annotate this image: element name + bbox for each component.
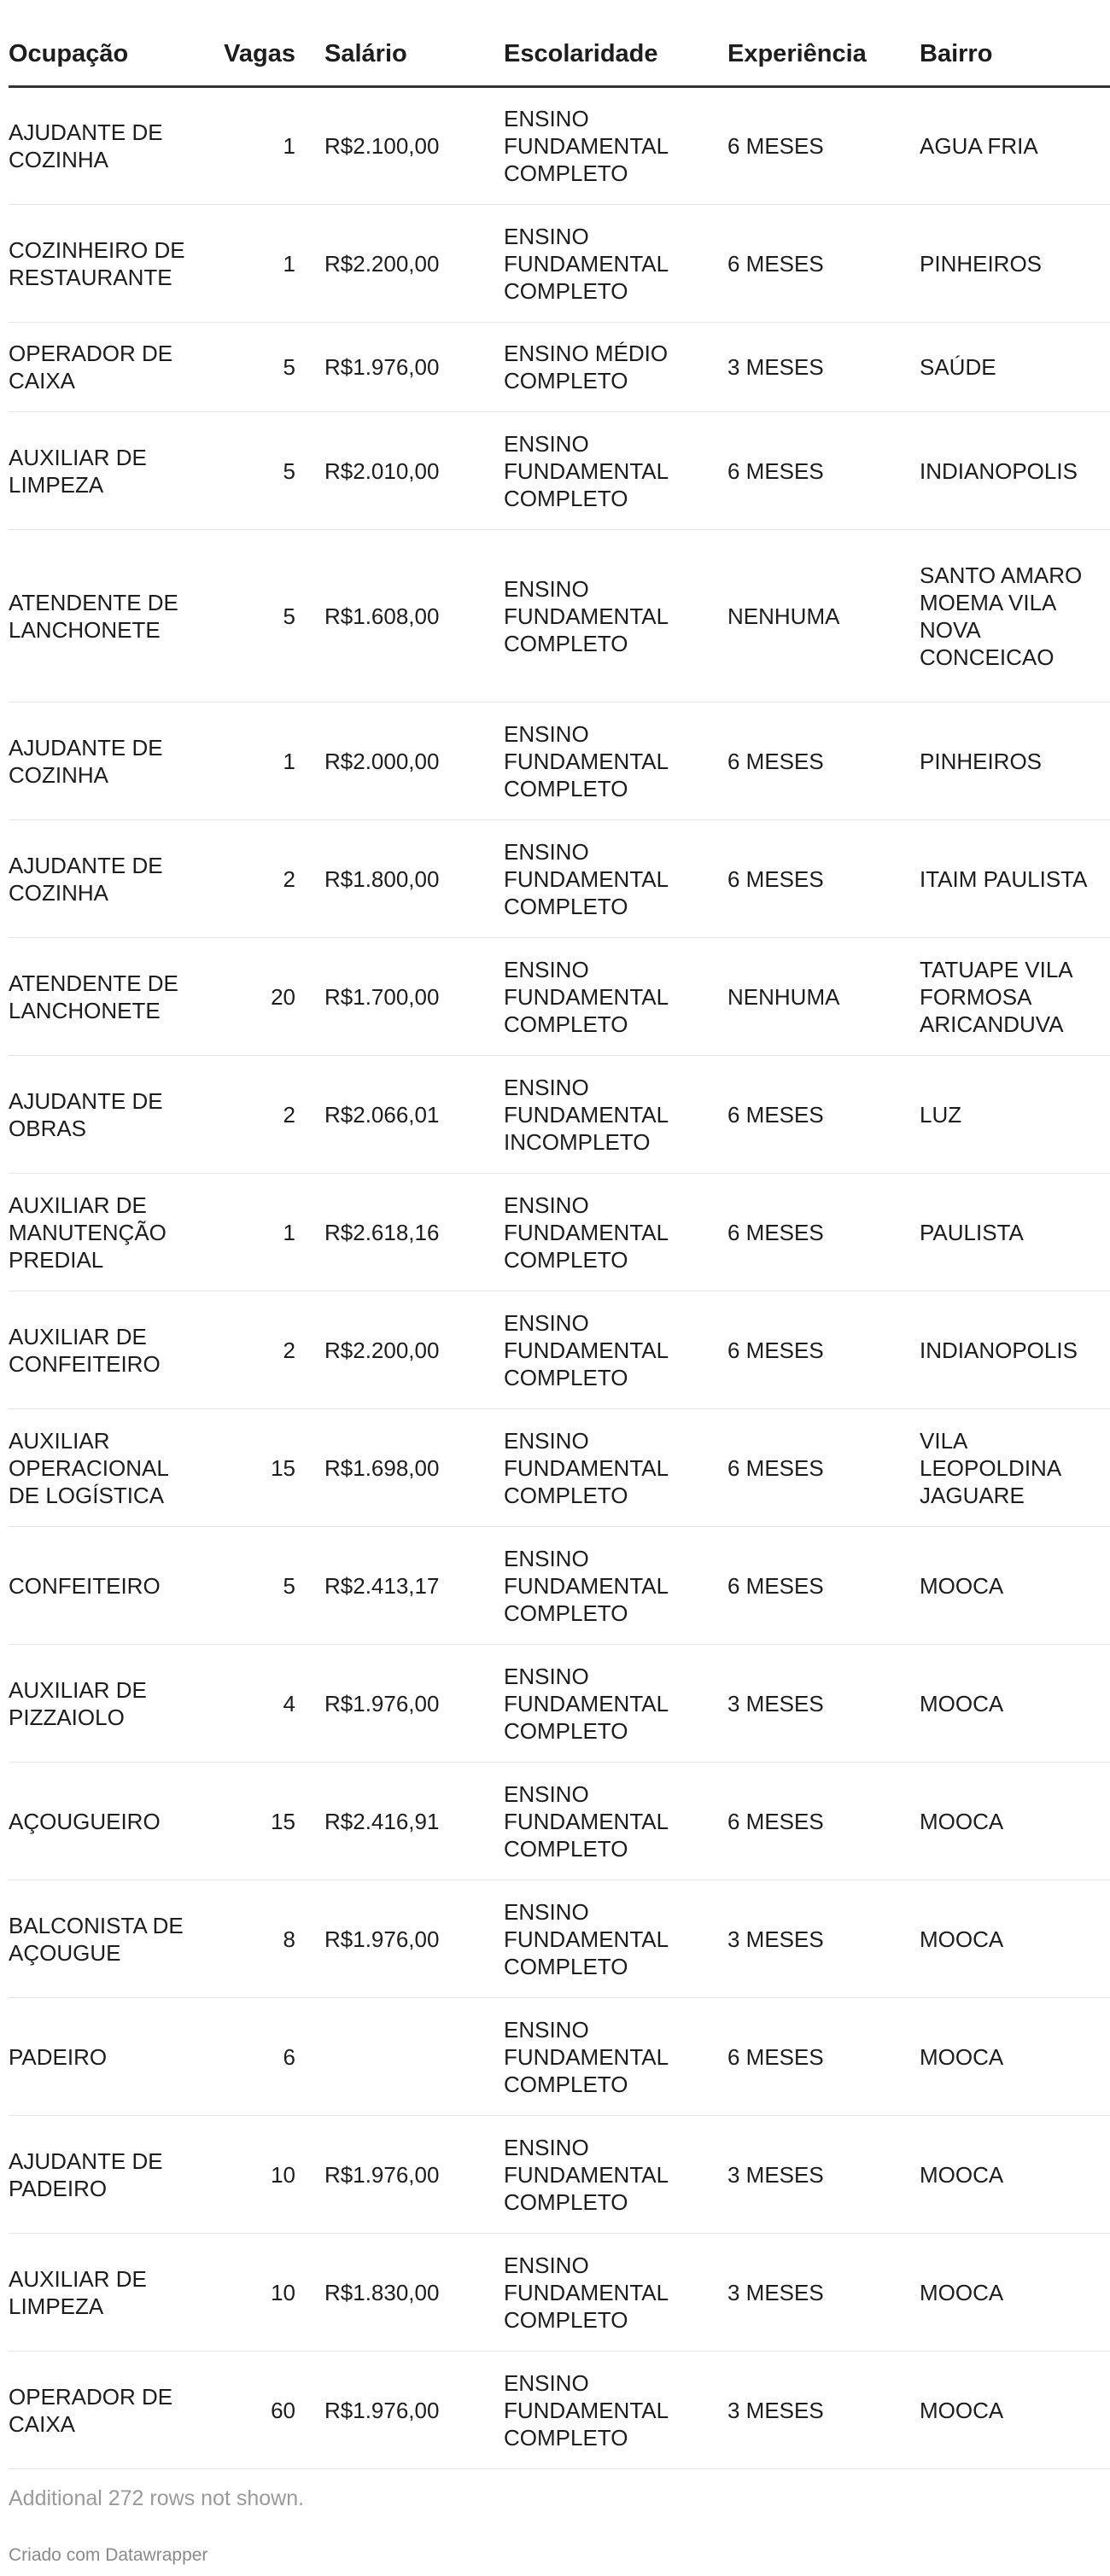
cell-bairro: TATUAPE VILA FORMOSA ARICANDUVA xyxy=(911,938,1110,1056)
cell-experiencia: 6 MESES xyxy=(719,1056,911,1174)
cell-experiencia: 3 MESES xyxy=(719,323,911,412)
cell-ocupacao: AJUDANTE DE PADEIRO xyxy=(9,2116,218,2234)
cell-vagas: 5 xyxy=(218,323,316,412)
cell-ocupacao: AJUDANTE DE COZINHA xyxy=(9,820,218,938)
cell-experiencia: 6 MESES xyxy=(719,1527,911,1645)
cell-escolaridade: ENSINO FUNDAMENTAL INCOMPLETO xyxy=(495,1056,719,1174)
cell-ocupacao: AJUDANTE DE OBRAS xyxy=(9,1056,218,1174)
cell-vagas: 5 xyxy=(218,412,316,530)
cell-escolaridade: ENSINO FUNDAMENTAL COMPLETO xyxy=(495,1763,719,1880)
cell-vagas: 15 xyxy=(218,1409,316,1527)
cell-escolaridade: ENSINO FUNDAMENTAL COMPLETO xyxy=(495,2116,719,2234)
cell-bairro: ITAIM PAULISTA xyxy=(911,820,1110,938)
cell-bairro: PAULISTA xyxy=(911,1174,1110,1291)
cell-escolaridade: ENSINO FUNDAMENTAL COMPLETO xyxy=(495,2352,719,2469)
cell-experiencia: NENHUMA xyxy=(719,530,911,702)
cell-escolaridade: ENSINO FUNDAMENTAL COMPLETO xyxy=(495,820,719,938)
header-ocupacao[interactable]: Ocupação xyxy=(9,22,218,87)
cell-escolaridade: ENSINO FUNDAMENTAL COMPLETO xyxy=(495,412,719,530)
table-row xyxy=(9,205,1110,323)
cell-vagas: 2 xyxy=(218,1056,316,1174)
cell-ocupacao: AUXILIAR DE PIZZAIOLO xyxy=(9,1645,218,1763)
cell-salario: R$2.618,16 xyxy=(316,1174,495,1291)
table-row xyxy=(9,412,1110,530)
header-bairro[interactable]: Bairro xyxy=(911,22,1110,87)
cell-vagas: 1 xyxy=(218,205,316,323)
cell-vagas: 5 xyxy=(218,1527,316,1645)
cell-bairro: MOOCA xyxy=(911,1645,1110,1763)
cell-salario: R$2.010,00 xyxy=(316,412,495,530)
cell-experiencia: 6 MESES xyxy=(719,1409,911,1527)
cell-salario: R$2.200,00 xyxy=(316,205,495,323)
cell-escolaridade: ENSINO FUNDAMENTAL COMPLETO xyxy=(495,1645,719,1763)
cell-experiencia: 6 MESES xyxy=(719,1763,911,1880)
header-vagas[interactable]: Vagas xyxy=(218,22,316,87)
table-row xyxy=(9,2352,1110,2469)
table-row xyxy=(9,820,1110,938)
cell-experiencia: 6 MESES xyxy=(719,1998,911,2116)
cell-experiencia: 6 MESES xyxy=(719,87,911,205)
table-row xyxy=(9,938,1110,1056)
cell-bairro: MOOCA xyxy=(911,2352,1110,2469)
cell-vagas: 2 xyxy=(218,1291,316,1409)
cell-ocupacao: CONFEITEIRO xyxy=(9,1527,218,1645)
cell-ocupacao: OPERADOR DE CAIXA xyxy=(9,323,218,412)
table-row xyxy=(9,530,1110,702)
cell-bairro: LUZ xyxy=(911,1056,1110,1174)
cell-ocupacao: AJUDANTE DE COZINHA xyxy=(9,702,218,820)
cell-experiencia: 6 MESES xyxy=(719,702,911,820)
cell-escolaridade: ENSINO FUNDAMENTAL COMPLETO xyxy=(495,1880,719,1998)
cell-bairro: PINHEIROS xyxy=(911,205,1110,323)
cell-salario: R$2.100,00 xyxy=(316,87,495,205)
cell-bairro: VILA LEOPOLDINA JAGUARE xyxy=(911,1409,1110,1527)
cell-bairro: MOOCA xyxy=(911,1527,1110,1645)
cell-ocupacao: OPERADOR DE CAIXA xyxy=(9,2352,218,2469)
table-row xyxy=(9,2234,1110,2352)
cell-vagas: 6 xyxy=(218,1998,316,2116)
cell-salario: R$1.976,00 xyxy=(316,2116,495,2234)
cell-ocupacao: AUXILIAR OPERACIONAL DE LOGÍSTICA xyxy=(9,1409,218,1527)
cell-bairro: MOOCA xyxy=(911,2116,1110,2234)
cell-ocupacao: AJUDANTE DE COZINHA xyxy=(9,87,218,205)
cell-salario: R$2.200,00 xyxy=(316,1291,495,1409)
cell-escolaridade: ENSINO MÉDIO COMPLETO xyxy=(495,323,719,412)
table-header xyxy=(9,22,1110,87)
cell-salario: R$1.698,00 xyxy=(316,1409,495,1527)
cell-escolaridade: ENSINO FUNDAMENTAL COMPLETO xyxy=(495,1291,719,1409)
cell-escolaridade: ENSINO FUNDAMENTAL COMPLETO xyxy=(495,2234,719,2352)
table-body xyxy=(9,87,1110,2469)
table-notes: Additional 272 rows not shown. xyxy=(9,2486,305,2510)
jobs-table xyxy=(9,22,1110,2469)
header-salario[interactable]: Salário xyxy=(316,22,495,87)
header-row xyxy=(9,22,1110,87)
cell-salario xyxy=(316,1998,495,2116)
cell-experiencia: 6 MESES xyxy=(719,205,911,323)
cell-experiencia: 3 MESES xyxy=(719,2234,911,2352)
cell-experiencia: 3 MESES xyxy=(719,2352,911,2469)
cell-experiencia: 3 MESES xyxy=(719,1880,911,1998)
cell-vagas: 10 xyxy=(218,2116,316,2234)
cell-escolaridade: ENSINO FUNDAMENTAL COMPLETO xyxy=(495,1174,719,1291)
table-row xyxy=(9,87,1110,205)
cell-salario: R$1.700,00 xyxy=(316,938,495,1056)
table-row xyxy=(9,702,1110,820)
cell-ocupacao: AUXILIAR DE CONFEITEIRO xyxy=(9,1291,218,1409)
cell-ocupacao: COZINHEIRO DE RESTAURANTE xyxy=(9,205,218,323)
datawrapper-credit: Criado com Datawrapper xyxy=(9,2545,208,2565)
cell-salario: R$1.976,00 xyxy=(316,1645,495,1763)
cell-experiencia: NENHUMA xyxy=(719,938,911,1056)
cell-salario: R$2.413,17 xyxy=(316,1527,495,1645)
cell-escolaridade: ENSINO FUNDAMENTAL COMPLETO xyxy=(495,205,719,323)
cell-vagas: 20 xyxy=(218,938,316,1056)
cell-vagas: 2 xyxy=(218,820,316,938)
table-row xyxy=(9,1763,1110,1880)
table-row xyxy=(9,1409,1110,1527)
cell-ocupacao: ATENDENTE DE LANCHONETE xyxy=(9,530,218,702)
cell-bairro: SAÚDE xyxy=(911,323,1110,412)
cell-bairro: SANTO AMARO MOEMA VILA NOVA CONCEICAO xyxy=(911,530,1110,702)
cell-salario: R$1.976,00 xyxy=(316,2352,495,2469)
cell-experiencia: 6 MESES xyxy=(719,1291,911,1409)
cell-bairro: INDIANOPOLIS xyxy=(911,412,1110,530)
cell-experiencia: 6 MESES xyxy=(719,820,911,938)
cell-escolaridade: ENSINO FUNDAMENTAL COMPLETO xyxy=(495,530,719,702)
cell-vagas: 1 xyxy=(218,87,316,205)
cell-escolaridade: ENSINO FUNDAMENTAL COMPLETO xyxy=(495,87,719,205)
cell-ocupacao: PADEIRO xyxy=(9,1998,218,2116)
cell-bairro: INDIANOPOLIS xyxy=(911,1291,1110,1409)
header-escolaridade[interactable]: Escolaridade xyxy=(495,22,719,87)
table-row xyxy=(9,1998,1110,2116)
cell-salario: R$1.830,00 xyxy=(316,2234,495,2352)
table-row xyxy=(9,1880,1110,1998)
cell-salario: R$2.000,00 xyxy=(316,702,495,820)
cell-vagas: 60 xyxy=(218,2352,316,2469)
cell-ocupacao: ATENDENTE DE LANCHONETE xyxy=(9,938,218,1056)
cell-experiencia: 6 MESES xyxy=(719,412,911,530)
cell-escolaridade: ENSINO FUNDAMENTAL COMPLETO xyxy=(495,1527,719,1645)
cell-escolaridade: ENSINO FUNDAMENTAL COMPLETO xyxy=(495,938,719,1056)
cell-vagas: 10 xyxy=(218,2234,316,2352)
cell-ocupacao: AUXILIAR DE LIMPEZA xyxy=(9,2234,218,2352)
table-row xyxy=(9,1174,1110,1291)
cell-vagas: 15 xyxy=(218,1763,316,1880)
cell-ocupacao: BALCONISTA DE AÇOUGUE xyxy=(9,1880,218,1998)
cell-salario: R$1.976,00 xyxy=(316,323,495,412)
table-row xyxy=(9,1527,1110,1645)
cell-ocupacao: AÇOUGUEIRO xyxy=(9,1763,218,1880)
table-row xyxy=(9,2116,1110,2234)
cell-escolaridade: ENSINO FUNDAMENTAL COMPLETO xyxy=(495,1998,719,2116)
cell-vagas: 5 xyxy=(218,530,316,702)
cell-vagas: 1 xyxy=(218,1174,316,1291)
cell-escolaridade: ENSINO FUNDAMENTAL COMPLETO xyxy=(495,702,719,820)
table-row xyxy=(9,1645,1110,1763)
cell-ocupacao: AUXILIAR DE LIMPEZA xyxy=(9,412,218,530)
cell-experiencia: 6 MESES xyxy=(719,1174,911,1291)
cell-experiencia: 3 MESES xyxy=(719,2116,911,2234)
cell-ocupacao: AUXILIAR DE MANUTENÇÃO PREDIAL xyxy=(9,1174,218,1291)
table-row xyxy=(9,1056,1110,1174)
cell-bairro: PINHEIROS xyxy=(911,702,1110,820)
table-row xyxy=(9,1291,1110,1409)
cell-salario: R$1.976,00 xyxy=(316,1880,495,1998)
cell-salario: R$2.066,01 xyxy=(316,1056,495,1174)
cell-experiencia: 3 MESES xyxy=(719,1645,911,1763)
table-row xyxy=(9,323,1110,412)
cell-bairro: AGUA FRIA xyxy=(911,87,1110,205)
header-experiencia[interactable]: Experiência xyxy=(719,22,911,87)
cell-escolaridade: ENSINO FUNDAMENTAL COMPLETO xyxy=(495,1409,719,1527)
cell-salario: R$1.800,00 xyxy=(316,820,495,938)
cell-bairro: MOOCA xyxy=(911,1763,1110,1880)
cell-vagas: 1 xyxy=(218,702,316,820)
cell-salario: R$1.608,00 xyxy=(316,530,495,702)
cell-bairro: MOOCA xyxy=(911,1880,1110,1998)
cell-bairro: MOOCA xyxy=(911,1998,1110,2116)
cell-bairro: MOOCA xyxy=(911,2234,1110,2352)
cell-vagas: 4 xyxy=(218,1645,316,1763)
cell-salario: R$2.416,91 xyxy=(316,1763,495,1880)
cell-vagas: 8 xyxy=(218,1880,316,1998)
